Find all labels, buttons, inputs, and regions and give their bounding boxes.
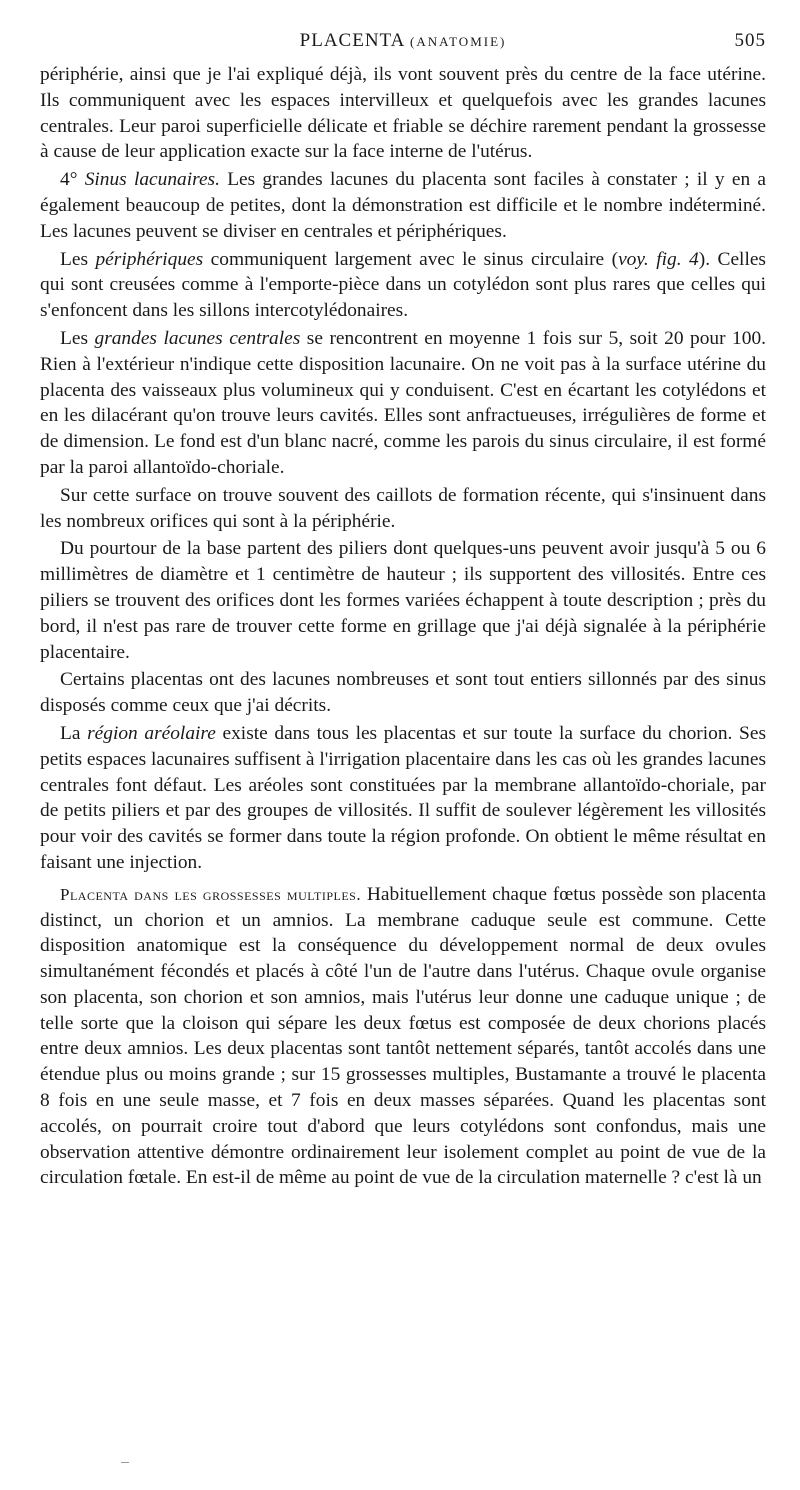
paragraph-6 [40,536,766,665]
paragraph-text: Certains placentas ont des lacunes nombreuses et sont tout entiers sillonnés par des sinus disposés comme ceux que j'ai décrits. [40,669,766,717]
paragraph-lead: Les [60,248,96,270]
section-heading: Sinus lacunaires. [84,169,220,191]
paragraph-text: ). Celles qui sont creusées comme à l'emporte-pièce dans un cotylédon sont plus rares que celles qui s'enfoncent dans les sillons intercotylédonaires. [40,248,766,322]
paragraph-text: se rencontrent en moyenne 1 fois sur 5, soit 20 pour 100. Rien à l'extérieur n'indique cette disposition lacunaire. On ne voit pas à la surface utérine du placenta des vaisseaux plus volumineux qui y conduisent. C'est en écartant les cotylédons et en les dilacérant qu'on trouve leurs cavités. Elles sont anfractueuses, irrégulières de forme et de dimension. Le fond est d'un blanc nacré, comme les parois du sinus circulaire, il est formé par la paroi allantoïdo-choriale. [40,327,766,478]
paragraph-text: communiquent largement avec le sinus circulaire ( [203,248,619,270]
figure-reference: voy. fig. 4 [618,248,699,270]
paragraph-text: Du pourtour de la base partent des piliers dont quelques-uns peuvent avoir jusqu'à 5 ou 6 millimètres de diamètre et 1 centimètre de hauteur ; ils supportent des villosités. Entre ces piliers se trouvent des orifices dont les formes variées échappent à toute description ; près du bord, il n'est pas rare de trouver cette forme en grillage que j'ai déjà signalée à la périphérie placentaire. [40,538,766,663]
body-text [40,62,766,1191]
page-number: 505 [734,30,766,51]
running-header [40,30,766,56]
paragraph-7 [40,667,766,719]
section-heading-smallcaps: Placenta dans les grossesses multiples. [60,884,362,904]
emphasis-term: région aréolaire [87,722,216,744]
paragraph-text: périphérie, ainsi que je l'ai expliqué déjà, ils vont souvent près du centre de la face utérine. Ils communiquent avec les espaces intervilleux et quelquefois avec les grandes lacunes centrales. Leur paroi superficielle délicate et friable se déchire rarement pendant la grossesse à cause de leur application exacte sur la face interne de l'utérus. [40,64,766,163]
paragraph-text: Les grandes lacunes du placenta sont faciles à constater ; il y en a également beaucoup de petites, dont la démonstration est difficile et le nombre indéterminé. Les lacunes peuvent se diviser en centrales et périphériques. [40,169,766,242]
paragraph-text: existe dans tous les placentas et sur toute la surface du chorion. Ses petits espaces lacunaires suffisent à l'irrigation placentaire dans les cas où les grandes lacunes centrales font défaut. Les aréoles sont constituées par la membrane allantoïdo-choriale, par de petits piliers et par des groupes de villosités. Il suffit de soulever légèrement les villosités pour voir des cavités se former dans toute la région profonde. On obtient le même résultat en faisant une injection. [40,722,766,873]
emphasis-term: grandes lacunes centrales [94,327,301,349]
paragraph-9 [40,882,766,1192]
running-title-main: PLACENTA [299,30,405,51]
paragraph-lead: Les [60,327,95,349]
paragraph-1 [40,62,766,165]
paragraph-3 [40,247,766,324]
paragraph-number: 4° [60,169,85,191]
emphasis-term: périphériques [95,248,204,270]
paragraph-4 [40,326,766,481]
running-title-sub: (ANATOMIE) [410,34,507,49]
paragraph-text: Habituellement chaque fœtus possède son placenta distinct, un chorion et un amnios. La membrane caduque seule est commune. Cette disposition anatomique est la conséquence du développement normal de deux ovules simultanément fécondés et placés à côté l'un de l'autre dans l'utérus. Chaque ovule organise son placenta, son chorion et son amnios, mais l'utérus leur donne une caduque unique ; de telle sorte que la cloison qui sépare les deux fœtus est composée de deux chorions placés entre deux amnios. Les deux placentas sont tantôt nettement séparés, tantôt accolés dans une étendue plus ou moins grande ; sur 15 grossesses multiples, Bustamante a trouvé le placenta 8 fois en une seule masse, et 7 fois en deux masses séparées. Quand les placentas sont accolés, on pourrait croire tout d'abord que leurs cotylédons sont confondus, mais une observation attentive démontre ordinairement leur isolement complet au point de vue de la circulation fœtale. En est-il de même au point de vue de la circulation maternelle ? c'est là un [40,883,766,1189]
paragraph-lead: La [60,722,88,744]
paragraph-text: Sur cette surface on trouve souvent des caillots de formation récente, qui s'insinuent dans les nombreux orifices qui sont à la périphérie. [40,484,766,532]
paragraph-8 [40,721,766,876]
stray-mark [121,1462,129,1463]
running-title [40,30,766,52]
paragraph-5 [40,483,766,535]
paragraph-2 [40,167,766,244]
